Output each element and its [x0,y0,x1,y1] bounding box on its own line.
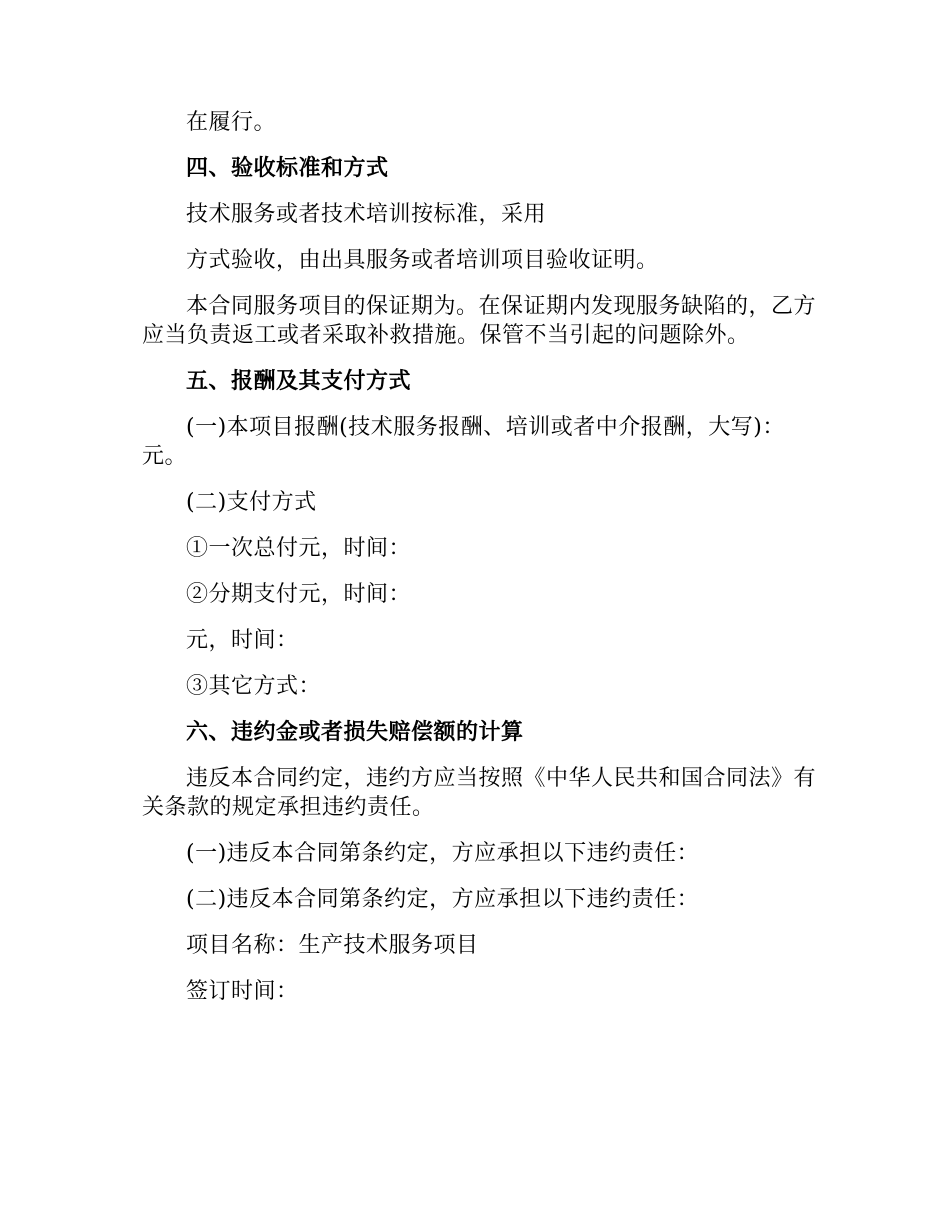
paragraph-installment: ②分期支付元，时间： [186,582,412,607]
section-heading-acceptance: 四、验收标准和方式 [186,156,389,181]
paragraph-breach-clause-1: (一)违反本合同第条约定，方应承担以下违约责任： [186,841,700,866]
paragraph-breach-clause-2: (二)违反本合同第条约定，方应承担以下违约责任： [186,887,700,912]
paragraph-remuneration: (一)本项目报酬(技术服务报酬、培训或者中介报酬，大写)：元。 [142,415,785,469]
paragraph-other-method: ③其它方式： [186,674,322,699]
paragraph-warranty: 本合同服务项目的保证期为。在保证期内发现服务缺陷的，乙方应当负责返工或者采取补救措施。保管不当引起的问题除外。 [142,294,817,348]
paragraph-lump-sum: ①一次总付元，时间： [186,536,412,561]
section-heading-payment: 五、报酬及其支付方式 [186,369,412,394]
paragraph-signing-time: 签订时间： [186,979,299,1004]
paragraph-installment-time: 元，时间： [186,628,299,653]
paragraph-payment-method: (二)支付方式 [186,490,317,515]
paragraph-continuation: 在履行。 [186,110,277,135]
section-heading-penalty: 六、违约金或者损失赔偿额的计算 [186,720,524,745]
paragraph-acceptance-standard: 技术服务或者技术培训按标准，采用 [186,202,547,227]
paragraph-breach: 违反本合同约定，违约方应当按照《中华人民共和国合同法》有关条款的规定承担违约责任。 [142,766,817,820]
paragraph-acceptance-method: 方式验收，由出具服务或者培训项目验收证明。 [186,248,659,273]
document-body [142,108,817,1023]
paragraph-project-name: 项目名称：生产技术服务项目 [186,933,479,958]
